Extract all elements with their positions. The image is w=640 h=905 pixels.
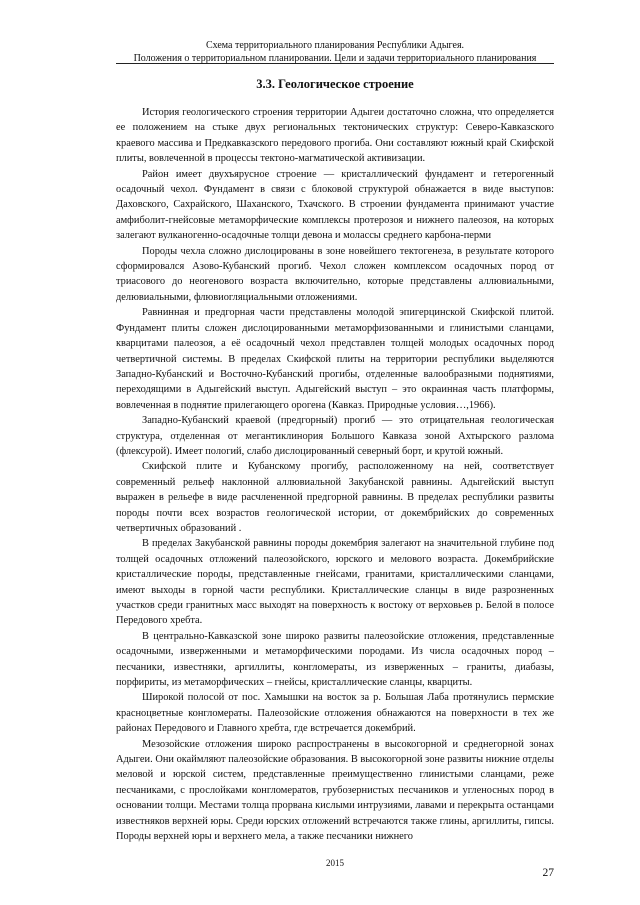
paragraph: Широкой полосой от пос. Хамышки на восток за р. Большая Лаба протянулись пермские красноцветные конгломераты. Палеозойские отложения обнажаются на поверхности в тех же районах Передового и Главного хребта, где встречается докембрий.	[116, 692, 554, 735]
paragraph: Равнинная и предгорная части представлены молодой эпигерцинской Скифской плитой. Фундамент плиты сложен дислоцированными метаморфизованными и глинистыми сланцами, кварцитами палеозоя, а её осадочный чехол представлен толщей молодых осадочных пород четвертичной системы. В пределах Скифской плиты на территории республики выделяются Западно-Кубанский и Восточно-Кубанский прогибы, отделенные валообразными поднятиями, переходящими в Адыгейский выступ. Адыгейский выступ – это окраинная часть платформы, вовлеченная в поднятие прилегающего орогена (Кавказ. Природные условия…,1966).	[116, 307, 554, 411]
header-divider	[116, 63, 554, 64]
paragraph: В центрально-Кавказской зоне широко развиты палеозойские отложения, представленные осадочными, изверженными и метаморфическими породами. Из числа осадочных пород – песчаники, известняки, аргиллиты, конгломераты, из изверженных – граниты, диабазы, порфириты, из метаморфических – гнейсы, кристаллические сланцы, кварциты.	[116, 630, 554, 689]
footer-year: 2015	[326, 858, 344, 868]
paragraph: История геологического строения территории Адыгеи достаточно сложна, что определяется ее положением на стыке двух региональных тектонических структур: Северо-Кавказского краевого массива и Предкавказского передового прогиба. Они составляют южный край Скифской плиты, вовлеченной в процессы тектоно-магматической активизации.	[116, 107, 554, 165]
paragraph: В пределах Закубанской равнины породы докембрия залегают на значительной глубине под толщей осадочных отложений палеозойского, юрского и мелового возраста. Докембрийские кристаллические породы, представленные гнейсами, гранитами, кристаллическими сланцами, имеют выходы в горной части республики. Кристаллические сланцы в виде разрозненных участков среди гранитных масс выходят на поверхность к востоку от верховьев р. Белой в полосе Передового хребта.	[116, 538, 554, 627]
header-line-1: Схема территориального планирования Республики Адыгея.	[205, 40, 465, 51]
section-title: 3.3. Геологическое строение	[256, 77, 414, 91]
paragraph: Западно-Кубанский краевой (предгорный) прогиб — это отрицательная геологическая структура, отделенная от мегантиклинория Большого Кавказа зоной Ахтырского разлома (флексурой). Имеет пологий, слабо дислоцированный северный борт, и крутой южный.	[116, 415, 554, 457]
paragraph: Мезозойские отложения широко распространены в высокогорной и среднегорной зонах Адыгеи. Они окаймляют палеозойские образования. В высокогорной зоне развиты нижние отделы меловой и юрской систем, представленные преимущественно глинистыми сланцами, реже песчаниками, с прослойками конгломератов, грубозернистых песчаников и угленосных пород в основании толщи. Местами толща прорвана кислыми интрузиями, лавами и перекрыта останцами известняков верхней юры. Среди юрских отложений встречаются также глины, аргиллиты, гипсы. Породы верхней юры и верхнего мела, а также песчаники нижнего	[116, 738, 554, 843]
paragraph: Скифской плите и Кубанскому прогибу, расположенному на ней, соответствует современный рельеф наклонной аллювиальной Закубанской равнины. Адыгейский выступ выражен в рельефе в виде расчлененной предгорной равнины. В пределах республики развиты породы почти всех возрастов геологической истории, от докембрийских до современных четвертичных образований .	[116, 461, 554, 534]
body-text	[116, 105, 554, 845]
page-number: 27	[542, 867, 554, 879]
header-line-2: Положения о территориальном планировании. Цели и задачи территориального планирования	[133, 52, 537, 64]
paragraph: Район имеет двухъярусное строение — кристаллический фундамент и гетерогенный осадочный чехол. Фундамент в связи с блоковой структурой обнажается в виде выступов: Даховского, Сахрайского, Шаханского, Тхачского. В строении фундамента принимают участие амфиболит-гнейсовые метаморфические комплексы протерозоя и нижнего палеозоя, на которых залегают вулканогенно-осадочные толщи девона и молассы среднего карбона-перми	[116, 168, 554, 242]
paragraph: Породы чехла сложно дислоцированы в зоне новейшего тектогенеза, в результате которого сформировался Азово-Кубанский прогиб. Чехол сложен комплексом осадочных пород от триасового до неогенового возраста включительно, которые представлены аллювиальными, делювиальными, флювиогляциальными отложениями.	[116, 245, 554, 303]
running-header	[116, 40, 554, 65]
